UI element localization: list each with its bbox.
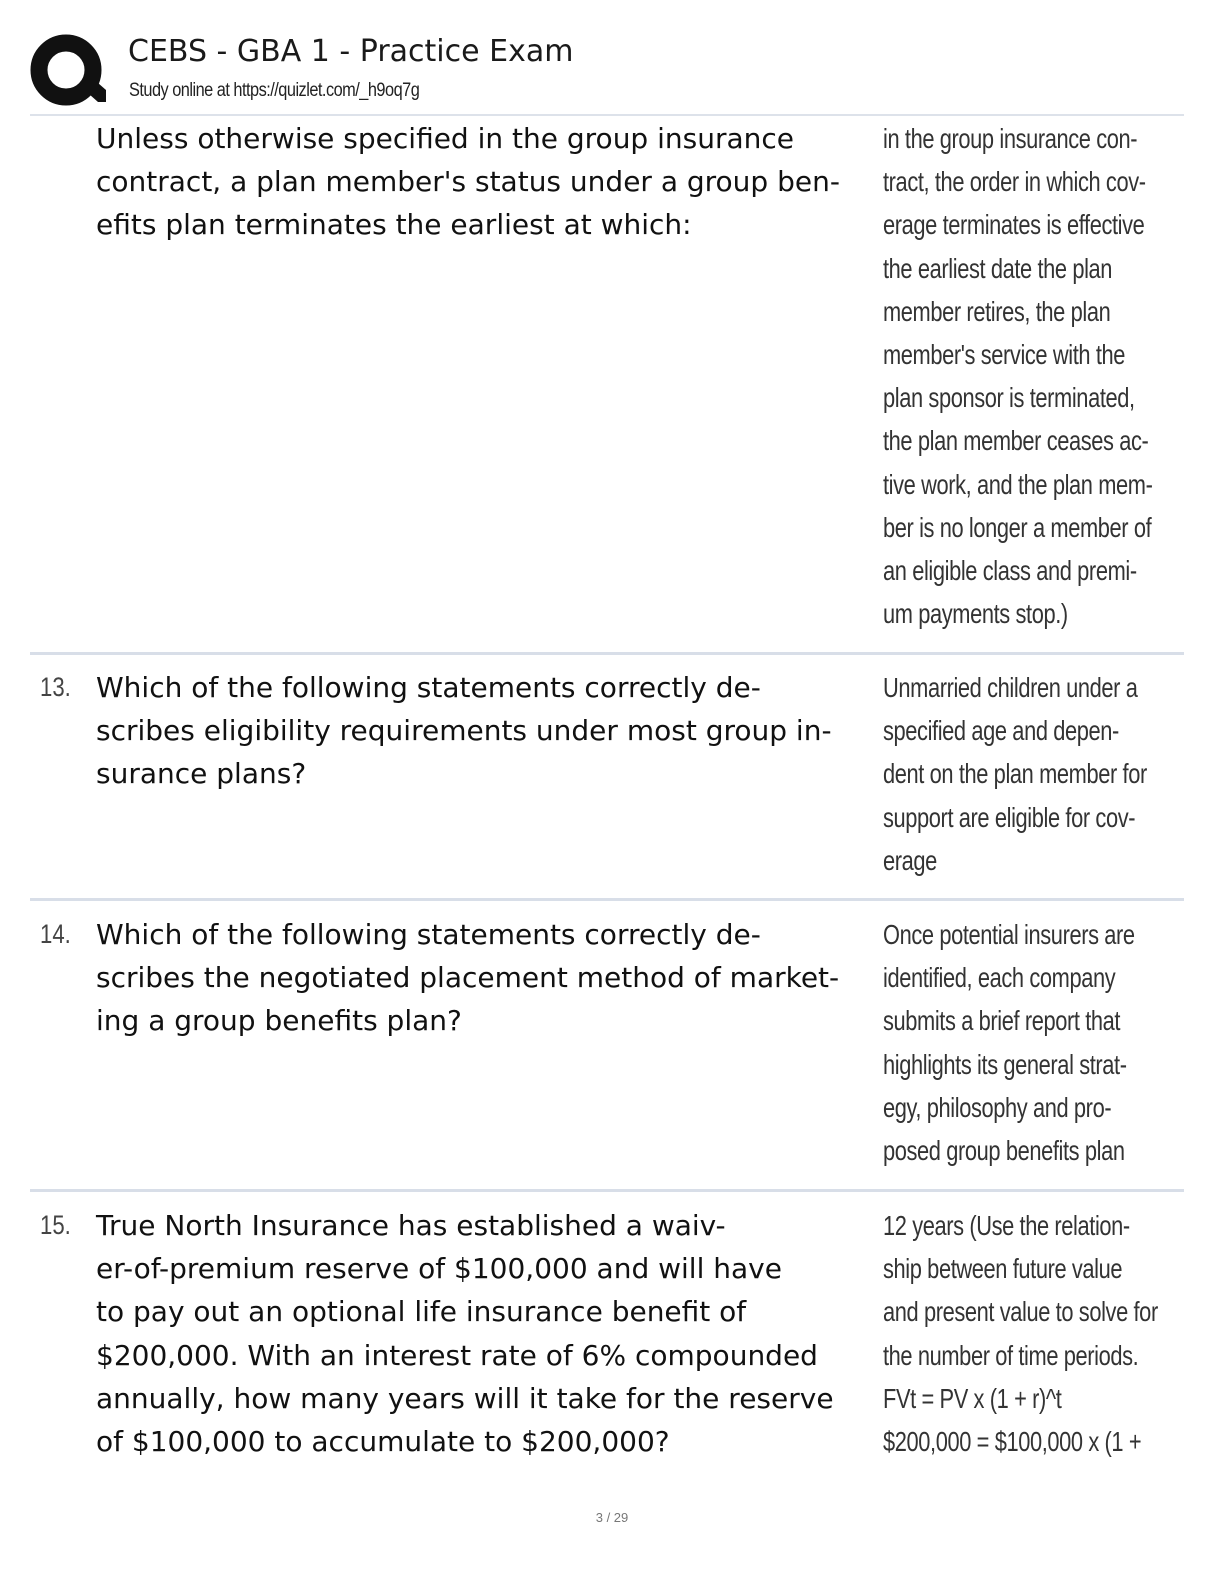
- question-line: scribes the negotiated placement method of market-: [96, 961, 840, 995]
- question-line: er-of-premium reserve of $100,000 and will have: [96, 1252, 782, 1286]
- question-text: [96, 913, 874, 1043]
- question-text: [96, 117, 874, 247]
- answer-line: plan sponsor is terminated,: [883, 382, 1135, 414]
- answer-line: dent on the plan member for: [883, 758, 1147, 790]
- answer-text: [883, 666, 1193, 882]
- answer-line: tive work, and the plan mem-: [883, 468, 1153, 500]
- question-line: of $100,000 to accumulate to $200,000?: [96, 1425, 670, 1459]
- answer-line: egy, philosophy and pro-: [883, 1091, 1112, 1123]
- answer-line: member retires, the plan: [883, 295, 1111, 327]
- answer-line: um payments stop.): [883, 598, 1068, 630]
- question-number: 14.: [40, 919, 71, 949]
- question-line: Unless otherwise specified in the group insurance: [96, 122, 795, 155]
- answer-line: specified age and depen-: [883, 715, 1119, 747]
- item-divider: [30, 1189, 1184, 1192]
- question-text: [96, 1204, 874, 1463]
- answer-line: erage terminates is effective: [883, 209, 1145, 241]
- answer-line: ship between future value: [883, 1253, 1123, 1285]
- answer-line: the plan member ceases ac-: [883, 425, 1149, 457]
- answer-line: the number of time periods.: [883, 1339, 1139, 1371]
- page-number: 3 / 29: [595, 1510, 629, 1525]
- answer-text: [883, 117, 1193, 635]
- answer-line: and present value to solve for: [883, 1296, 1158, 1328]
- page-title: CEBS - GBA 1 - Practice Exam: [128, 34, 574, 69]
- question-line: to pay out an optional life insurance benefit of: [96, 1295, 747, 1329]
- answer-line: posed group benefits plan: [883, 1135, 1125, 1167]
- question-number: 15.: [40, 1210, 71, 1240]
- answer-line: member's service with the: [883, 339, 1126, 371]
- question-line: surance plans?: [96, 757, 307, 791]
- answer-line: FVt = PV x (1 + r)^t: [883, 1382, 1062, 1414]
- question-text: [96, 666, 874, 796]
- answer-line: the earliest date the plan: [883, 252, 1113, 284]
- question-line: efits plan terminates the earliest at which:: [96, 208, 692, 242]
- question-line: Which of the following statements correctly de-: [96, 671, 761, 704]
- answer-line: Once potential insurers are: [883, 919, 1135, 950]
- answer-line: in the group insurance con-: [883, 123, 1138, 154]
- question-line: True North Insurance has established a waiv-: [96, 1209, 726, 1242]
- answer-line: tract, the order in which cov-: [883, 166, 1146, 198]
- question-line: ing a group benefits plan?: [96, 1004, 462, 1038]
- question-line: scribes eligibility requirements under most group in-: [96, 714, 832, 748]
- answer-line: Unmarried children under a: [883, 672, 1138, 703]
- answer-line: erage: [883, 844, 937, 876]
- question-line: contract, a plan member's status under a group ben-: [96, 165, 840, 199]
- answer-line: 12 years (Use the relation-: [883, 1210, 1130, 1241]
- answer-line: highlights its general strat-: [883, 1048, 1127, 1080]
- answer-line: ber is no longer a member of: [883, 511, 1152, 543]
- item-divider: [30, 898, 1184, 901]
- question-line: $200,000. With an interest rate of 6% compounded: [96, 1338, 818, 1372]
- quizlet-q-logo: [28, 30, 108, 110]
- header-divider: [30, 114, 1184, 116]
- answer-text: [883, 913, 1193, 1172]
- answer-line: $200,000 = $100,000 x (1 +: [883, 1426, 1142, 1458]
- study-link[interactable]: Study online at https://quizlet.com/_h9oq7g: [129, 80, 420, 101]
- question-line: Which of the following statements correctly de-: [96, 918, 761, 951]
- page-header: [28, 28, 1188, 112]
- answer-text: [883, 1204, 1193, 1463]
- answer-line: support are eligible for cov-: [883, 801, 1136, 833]
- answer-line: an eligible class and premi-: [883, 555, 1137, 587]
- question-number: 13.: [40, 672, 71, 702]
- item-divider: [30, 652, 1184, 655]
- question-line: annually, how many years will it take for the reserve: [96, 1381, 834, 1415]
- answer-line: identified, each company: [883, 962, 1116, 994]
- answer-line: submits a brief report that: [883, 1005, 1121, 1037]
